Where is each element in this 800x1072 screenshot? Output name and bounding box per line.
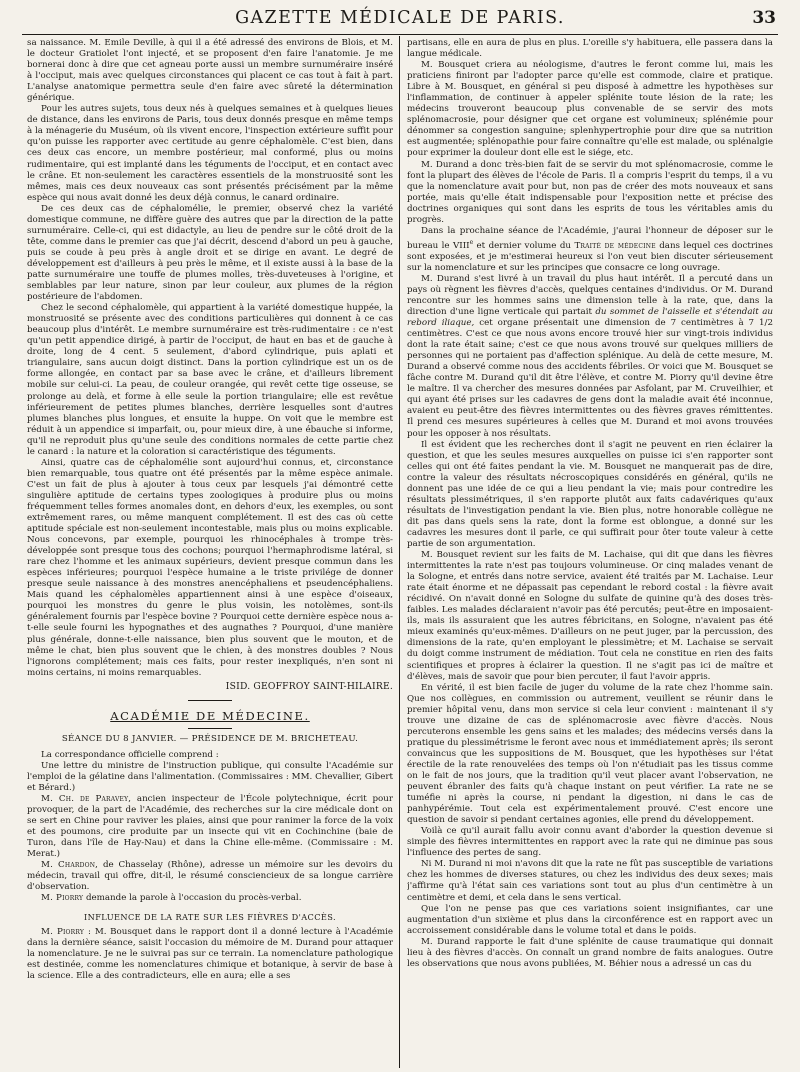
- paragraph-text: M. Bousquet dans le rapport dont il a donné lecture à l'Académie dans la dernière séance, saisit l'occasion du mémoire de M. Durand pour attaquer la nomenclature. Je ne le suivrai pas sur ce terrain. La nomenclature pathologique est destinée, comme les nomenclatures chimique et botanique, à servir de base à la science. Elle a des contradicteurs, elle en aura; elle a ses: [27, 926, 393, 981]
- paragraph: M. Bousquet revient sur les faits de M. Lachaise, qui dit que dans les fièvres intermittentes la rate n'est pas toujours volumineuse. Or cinq malades venant de la Sologne, et entrés dans notre service, avaient été traités par M. Lachaise. Leur rate était énorme et ne dépassait pas cependant le rebord costal : la fièvre avait récidivé. On n'avait donné en Sologne du sulfate de quinine qu'à des doses très-faibles. Les malades déclaraient n'avoir pas été percutés; peut-être en imposaient-ils, mais ils assuraient que les autres fébricitans, en Sologne, n'avaient pas été mieux examinés qu'eux-mêmes. D'ailleurs on ne peut juger, par la percussion, des dimensions de la rate, qu'en employant le plessimètre; et M. Lachaise se servait du doigt comme instrument de médiation. Tout cela ne constitue en rien des faits scientifiques et propres à éclairer la question. Il ne s'agit pas ici de maître et d'élèves, mais de savoir que pour bien percuter, il faut l'avoir appris.: [407, 550, 773, 682]
- speaker-name: M. Piorry: [41, 893, 84, 904]
- paragraph-text: Dans la prochaine séance de l'Académie, j'aurai l'honneur de déposer sur le bureau le VIII: [407, 225, 773, 251]
- paragraph: Ni M. Durand ni moi n'avons dit que la rate ne fût pas susceptible de variations chez les hommes de diverses statures, ou chez les individus des deux sexes; mais j'affirme qu'à l'état sain ces variations sont tout au plus d'un centimètre à un centimètre et demi, et cela dans le sens vertical.: [407, 859, 773, 903]
- paragraph: [27, 893, 393, 904]
- section-rule: [188, 700, 232, 701]
- page-number: 33: [752, 8, 776, 28]
- column-divider: [399, 36, 400, 1068]
- journal-title: GAZETTE MÉDICALE DE PARIS.: [235, 8, 565, 28]
- paragraph: M. Durand a donc très-bien fait de se servir du mot splénomacrosie, comme le font la plupart des élèves de l'école de Paris. Il a compris l'esprit du temps, il a vu que la nomenclature avait pour but, non pas de créer des mots nouveaux et sans portée, mais qu'elle était indispensable pour l'exposition nette et précise des doctrines organiques qui sont dans les esprits de tous les véritables amis du progrès.: [407, 159, 773, 225]
- paragraph: Une lettre du ministre de l'instruction publique, qui consulte l'Académie sur l'emploi de la gélatine dans l'alimentation. (Commissaires : MM. Chevallier, Gibert et Bérard.): [27, 760, 393, 793]
- paragraph: Pour les autres sujets, tous deux nés à quelques semaines et à quelques lieues de distance, dans les environs de Paris, tous deux donnés presque en même temps à la ménagerie du Muséum, où ils vivent encore, l'inspection extérieure suffit pour qu'on puisse les rapporter avec certitude au genre céphalomèle. C'est bien, dans ces deux cas encore, un membre postérieur, mal conformé, plus ou moins rudimentaire, qui est implanté dans les téguments de l'occiput, et en contact avec le crâne. Et non-seulement les caractères essentiels de la monstruosité sont les mêmes, mais ces deux nouveaux cas sont présentés précisément par la même espèce qui nous avait donné les deux déjà connus, le canard ordinaire.: [27, 104, 393, 203]
- speaker-name: M. Piorry :: [41, 926, 92, 937]
- paragraph: [27, 860, 393, 893]
- paragraph: [407, 274, 773, 440]
- paragraph: partisans, elle en aura de plus en plus. L'oreille s'y habituera, elle passera dans la langue médicale.: [407, 38, 773, 60]
- paragraph: Il est évident que les recherches dont il s'agit ne peuvent en rien éclairer la question, et que les seules mesures auxquelles on puisse ici s'en rapporter sont celles qui ont été faites pendant la vie. M. Bousquet ne manquerait pas de dire, contre la valeur des résultats nécroscopiques considérés en général, qu'ils ne donnent pas une idée de ce qui a lieu pendant la vie; mais pour contredire les résultats plessimétriques, il s'en rapporte plutôt aux faits cadavériques qu'aux résultats de l'investigation pendant la vie. Bien plus, notre honorable collègue ne dit pas dans quels sens la rate, dont la forme est oblongue, a donné sur les cadavres les mesures dont il parle, ce qui suffirait pour ôter toute valeur à cette partie de son argumentation.: [407, 439, 773, 549]
- italic-text: du sommet de l'aisselle et s'étendait au rebord iliaque,: [407, 307, 773, 329]
- speaker-name: M. Ch. de Paravey,: [41, 794, 132, 805]
- paragraph: [27, 927, 393, 982]
- paragraph: M. Durand rapporte le fait d'une splénite de cause traumatique qui donnait lieu à des fièvres d'accès. On connaît un grand nombre de faits analogues. Outre les observations que nous avons publiées, M. Béhier nous a adressé un cas du: [407, 936, 773, 969]
- paragraph-text: dans lequel ces doctrines sont exposées, et je m'estimerai heureux si l'on veut bien discuter sérieusement sur la nomenclature et sur les principes que consacre ce long ouvrage.: [407, 240, 773, 273]
- paragraph: Chez le second céphalomèle, qui appartient à la variété domestique huppée, la monstruosité se présente avec des conditions particulières qui donnent à ce cas beaucoup plus d'intérêt. Le membre surnuméraire est très-rudimentaire : ce n'est qu'un petit appendice dirigé, à partir de l'occiput, de haut en bas et de gauche à droite, long de 4 cent. 5 seulement, d'abord cylindrique, puis aplati et triangulaire, sans aucun doigt distinct. Dans la portion cylindrique est un os de forme allongée, en contact par sa base avec le crâne, et d'ailleurs librement mobile sur celui-ci. La peau, de couleur orangée, qui revêt cette tige osseuse, se prolonge au delà, et forme à elle seule la portion triangulaire; elle est revêtue inférieurement de petites plumes blanches, derrière lesquelles sont d'autres plumes blanches plus longues, et ensuite la huppe. On voit que le membre est réduit à un appendice si imparfait, ou, pour mieux dire, à une ébauche si informe, qu'il ne reproduit plus qu'une seule des conditions normales de cette partie chez le canard : la nature et la coloration si caractéristique des téguments.: [27, 303, 393, 457]
- section-rule: [188, 728, 232, 729]
- subsection-title: INFLUENCE DE LA RATE SUR LES FIÈVRES D'ACCÈS.: [84, 911, 336, 922]
- session-heading: SÉANCE DU 8 JANVIER. — PRÉSIDENCE DE M. BRICHETEAU.: [61, 733, 359, 744]
- section-title: ACADÉMIE DE MÉDECINE.: [110, 708, 310, 723]
- paragraph: De ces deux cas de céphalomélie, le premier, observé chez la variété domestique commune, ne diffère guère des autres que par la direction de la patte surnuméraire. Celle-ci, qui est didactyle, au lieu de pendre sur le côté droit de la tête, comme dans le premier cas que j'ai décrit, descend d'abord un peu à gauche, puis se coude à peu près à angle droit et se dirige en avant. Le degré de développement est d'ailleurs à peu près le même, et il existe aussi à la base de la patte surnuméraire une touffe de plumes molles, très-duveteuses à l'origine, et semblables par leur nature, sinon par leur couleur, aux plumes de la région postérieure de l'abdomen.: [27, 203, 393, 303]
- paragraph: La correspondance officielle comprend :: [41, 749, 219, 760]
- paragraph: [27, 794, 393, 860]
- page-header: [22, 6, 778, 34]
- paragraph: Voilà ce qu'il aurait fallu avoir connu avant d'aborder la question devenue si simple des fièvres intermittentes en rapport avec la rate qui ne diminue pas sous l'influence des pertes de sang.: [407, 826, 773, 859]
- paragraph: Ainsi, quatre cas de céphalomélie sont aujourd'hui connus, et, circonstance bien remarquable, tous quatre ont été présentés par la même espèce animale. C'est un fait de plus à ajouter à tous ceux par lesquels j'ai démontré cette singulière aptitude de certains types zoologiques à produire plus ou moins fréquemment telles formes anomales dont, en dehors d'eux, les exemples, ou sont extrêmement rares, ou même manquent complétement. Il est des cas où cette aptitude spéciale est non-seulement incontestable, mais plus ou moins explicable. Nous concevons, par exemple, pourquoi les rhinocéphales à trompe très-développée sont presque tous des cochons; pourquoi l'hermaphrodisme latéral, si rare chez l'homme et les animaux supérieurs, devient presque commun dans les espèces inférieures; pourquoi l'espèce humaine a le triste privilége de donner presque seule naissance à des monstres anencéphaliens et pseudencéphaliens. Mais quand les céphalomèles appartiennent ainsi à une espèce d'oiseaux, pourquoi les monstres du genre le plus voisin, les notolèmes, sont-ils généralement fournis par l'espèce bovine ? Pourquoi cette dernière espèce nous a-t-elle seule fourni les hypognathes et des augnathes ? Pourquoi, d'une manière plus générale, donne-t-elle naissance, bien plus souvent que le mouton, et de même le chat, bien plus souvent que le chien, à des monstres doubles ? Nous l'ignorons complétement; mais ces faits, pour rester inexpliqués, n'en sont ni moins certains, ni moins remarquables.: [27, 457, 393, 678]
- paragraph: Que l'on ne pense pas que ces variations soient insignifiantes, car une augmentation d'un sixième et plus dans la circonférence est en rapport avec un accroissement considérable dans le volume total et dans le poids.: [407, 903, 773, 936]
- speaker-name: M. Chardon,: [41, 860, 99, 871]
- book-title: Traité de médecine: [574, 240, 656, 251]
- paragraph-text: de Chasselay (Rhône), adresse un mémoire sur les devoirs du médecin, travail qui offre, dit-il, le résumé consciencieux de sa longue carrière d'observation.: [27, 860, 393, 893]
- left-column: [27, 38, 393, 1068]
- header-rule: [22, 34, 778, 35]
- paragraph: En vérité, il est bien facile de juger du volume de la rate chez l'homme sain. Que nos collègues, en commission ou autrement, veuillent se réunir dans le premier hôpital venu, dans mon service si cela leur convient : maintenant il s'y trouve une dizaine de cas de splénomacrosie avec fièvre d'accès. Nous percuterons ensemble les gens sains et les malades; des médecins versés dans la pratique du plessimétrisme le feront avec nous et immédiatement après; ils seront convaincus que les suppositions de M. Bousquet, que les hypothèses sur l'état érectile de la rate renouvelées des temps où l'on n'étudiait pas les tissus comme on le fait de nos jours, que la tradition qu'il veut placer avant l'observation, ne peuvent ébranler des faits qu'à chaque instant on peut vérifier. La rate ne se tuméfie ni après la course, ni pendant la digestion, ni dans le cas de panhypérémie. Tout cela est expérimentalement prouvé. C'est encore une question de savoir si pendant certaines agonies, elle prend du développement.: [407, 682, 773, 826]
- paragraph-text: ancien inspecteur de l'École polytechnique, écrit pour provoquer, de la part de l'Académie, des recherches sur la cire médicale dont on se sert en Chine pour raviver les plaies, ainsi que pour ranimer la force de la voix et des poumons, cire produite par un insecte qui vit en Cochinchine (baie de Turon, dans l'île de Hay-Nau) et dans la Chine elle-même. (Commissaire : M. Merat.): [27, 794, 393, 860]
- author-signature: ISID. GEOFFROY SAINT-HILAIRE.: [225, 680, 393, 692]
- paragraph-text: M. Durand s'est livré à un travail du plus haut intérêt. Il a percuté dans un pays où règnent les fièvres d'accès, quelques centaines d'individus. Or M. Durand rencontre sur les hommes sains une dimension telle à la rate, que, dans la direction d'une ligne verticale qui partait: [407, 273, 773, 318]
- paragraph: sa naissance. M. Emile Deville, à qui il a été adressé des environs de Blois, et M. le docteur Gratiolet l'ont injecté, et se proposent d'en faire l'anatomie. Je me bornerai donc à dire que cet agneau porte aussi un membre surnuméraire inséré à l'occiput, mais avec quelques circonstances qui placent ce cas tout à fait à part. L'analyse anatomique permettra seule d'en faire avec sûreté la détermination générique.: [27, 38, 393, 104]
- paragraph: [407, 226, 773, 274]
- paragraph: M. Bousquet criera au néologisme, d'autres le feront comme lui, mais les praticiens finiront par l'adopter parce qu'elle est commode, claire et pratique. Libre à M. Bousquet, en général si peu disposé à admettre les hypothèses sur l'inflammation, de continuer à appeler splénite toute lésion de la rate; les médecins trouveront beaucoup plus convenable de se servir des mots splénomacrosie, pour désigner que cet organe est volumineux; splénémie pour dénommer sa congestion sanguine; splenhypertrophie pour dire que sa nutrition est augmentée; splénopathie pour faire connaître qu'elle est malade, ou splénalgie pour exprimer la douleur dont elle est le siége, etc.: [407, 60, 773, 159]
- paragraph-text: et dernier volume du: [473, 240, 572, 251]
- paragraph-text: cet organe présentait une dimension de 7 centimètres à 7 1/2 centimètres. C'est ce que nous avons encore trouvé hier sur vingt-trois individus dont la rate était saine; c'est ce que nous avons trouvé sur quelques milliers de personnes qui ne portaient pas d'affection splénique. Au delà de cette mesure, M. Durand a observé comme nous des accidents fébriles. Or voici que M. Bousquet se fâche contre M. Durand qu'il dit être l'élève, et contre M. Piorry qu'il devine être le maître. Il va chercher des mesures données par Asfolant, par M. Cruveilhier, et qui ayant été prises sur les cadavres de gens dont la maladie avait été inconnue, avaient eu peut-être des fièvres intermittentes ou des fièvres graves rémittentes. Il prend ces mesures supérieures à celles que M. Durand et moi avons trouvées pour les opposer à nos résultats.: [407, 318, 773, 439]
- paragraph-text: demande la parole à l'occasion du procès-verbal.: [85, 893, 302, 904]
- superscript: e: [469, 238, 474, 246]
- right-column: [407, 38, 773, 1068]
